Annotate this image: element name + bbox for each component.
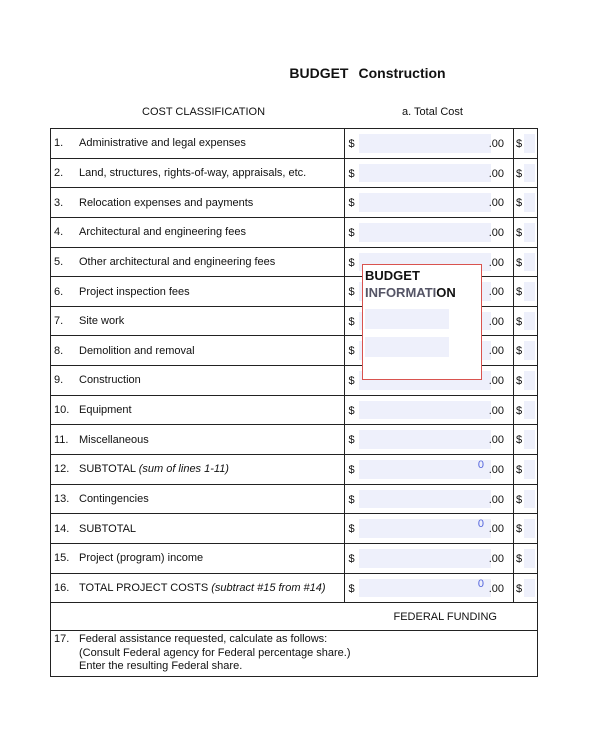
currency-symbol: $ xyxy=(348,345,355,358)
title-construction: Construction xyxy=(358,65,446,81)
extra-cost-input[interactable] xyxy=(524,341,535,360)
extra-cost-cell xyxy=(514,484,538,514)
extra-cost-input[interactable] xyxy=(524,549,535,568)
cents: .00 xyxy=(488,167,505,180)
row-label xyxy=(51,425,345,455)
row-text: Architectural and engineering fees xyxy=(79,226,246,239)
extra-cost-cell xyxy=(514,129,538,159)
row-note: (sum of lines 1-11) xyxy=(138,463,229,476)
total-cost-input[interactable] xyxy=(359,579,491,598)
total-cost-cell xyxy=(345,425,514,455)
currency-symbol: $ xyxy=(516,256,523,269)
popup-line2 xyxy=(365,284,479,301)
currency-symbol: $ xyxy=(516,552,523,565)
total-cost-input[interactable] xyxy=(359,460,491,479)
extra-cost-input[interactable] xyxy=(524,282,535,301)
extra-cost-cell xyxy=(514,277,538,307)
extra-cost-cell xyxy=(514,514,538,544)
cents: .00 xyxy=(488,552,505,565)
cents: .00 xyxy=(488,286,505,299)
currency-symbol: $ xyxy=(516,434,523,447)
cents: .00 xyxy=(488,138,505,150)
total-cost-header: a. Total Cost xyxy=(402,106,463,118)
row-note: (subtract #15 from #14) xyxy=(211,581,326,594)
total-cost-cell xyxy=(345,543,514,573)
table-row xyxy=(51,514,538,544)
amount-value: 0 xyxy=(477,577,485,590)
row-number: 15. xyxy=(54,552,70,565)
currency-symbol: $ xyxy=(516,493,523,506)
total-cost-cell xyxy=(345,217,514,247)
cents: .00 xyxy=(488,582,505,595)
cents: .00 xyxy=(488,315,505,328)
row-17-line2: (Consult Federal agency for Federal percentage share.) xyxy=(79,646,351,659)
currency-symbol: $ xyxy=(348,404,355,417)
row-text: Demolition and removal xyxy=(79,344,195,357)
currency-symbol: $ xyxy=(516,464,523,477)
cents: .00 xyxy=(488,197,505,210)
cents: .00 xyxy=(488,375,505,388)
extra-cost-cell xyxy=(514,395,538,425)
table-row xyxy=(51,425,538,455)
row-text: Land, structures, rights-of-way, appraisals, etc. xyxy=(79,166,307,179)
currency-symbol: $ xyxy=(516,523,523,536)
row-text: Project (program) income xyxy=(79,552,204,565)
popup-line1: BUDGET xyxy=(365,268,420,283)
row-number: 16. xyxy=(54,581,70,594)
table-row xyxy=(51,158,538,188)
cents: .00 xyxy=(488,404,505,417)
extra-cost-input[interactable] xyxy=(524,371,535,390)
extra-cost-input[interactable] xyxy=(524,401,535,420)
extra-cost-cell xyxy=(514,425,538,455)
extra-cost-cell xyxy=(514,217,538,247)
table-row xyxy=(51,129,538,159)
row-number: 7. xyxy=(54,315,64,328)
cents: .00 xyxy=(488,464,505,477)
federal-funding-label: FEDERAL FUNDING xyxy=(51,603,538,631)
currency-symbol: $ xyxy=(516,197,523,210)
row-text: SUBTOTAL xyxy=(79,522,137,535)
row-label xyxy=(51,306,345,336)
extra-cost-input[interactable] xyxy=(524,253,535,272)
popup-field[interactable] xyxy=(365,309,449,329)
row-text: Relocation expenses and payments xyxy=(79,196,254,209)
extra-cost-input[interactable] xyxy=(524,223,535,242)
total-cost-input[interactable] xyxy=(359,193,491,212)
row-label xyxy=(51,455,345,485)
row-text: Project inspection fees xyxy=(79,285,190,298)
currency-symbol: $ xyxy=(348,286,355,299)
total-cost-cell xyxy=(345,455,514,485)
row-17-cell xyxy=(51,631,538,677)
total-cost-input[interactable] xyxy=(359,519,491,538)
extra-cost-cell xyxy=(514,158,538,188)
extra-cost-input[interactable] xyxy=(524,312,535,331)
row-17-text: Federal assistance requested, calculate as follows: xyxy=(79,633,328,646)
total-cost-cell xyxy=(345,188,514,218)
row-label xyxy=(51,277,345,307)
federal-funding-row xyxy=(51,603,538,631)
currency-symbol: $ xyxy=(348,464,355,477)
row-number: 13. xyxy=(54,493,70,505)
row-label xyxy=(51,543,345,573)
cents: .00 xyxy=(488,434,505,447)
cents: .00 xyxy=(488,493,505,506)
currency-symbol: $ xyxy=(348,226,355,239)
currency-symbol: $ xyxy=(348,434,355,447)
row-number: 14. xyxy=(54,522,70,535)
table-row xyxy=(51,455,538,485)
table-row xyxy=(51,188,538,218)
extra-cost-input[interactable] xyxy=(524,134,535,153)
total-cost-input[interactable] xyxy=(359,549,491,568)
amount-value: 0 xyxy=(477,459,485,472)
total-cost-cell xyxy=(345,514,514,544)
row-text: Site work xyxy=(79,315,125,328)
row-number: 10. xyxy=(54,404,70,417)
row-text: Equipment xyxy=(79,404,132,417)
currency-symbol: $ xyxy=(516,167,523,180)
extra-cost-cell xyxy=(514,247,538,277)
total-cost-input[interactable] xyxy=(359,401,491,420)
row-label xyxy=(51,247,345,277)
currency-symbol: $ xyxy=(348,167,355,180)
currency-symbol: $ xyxy=(348,493,355,506)
row-text: Other architectural and engineering fees xyxy=(79,255,276,268)
table-row xyxy=(51,573,538,603)
row-17-line1 xyxy=(54,633,534,647)
total-cost-cell xyxy=(345,573,514,603)
currency-symbol: $ xyxy=(516,404,523,417)
row-number: 5. xyxy=(54,255,64,268)
extra-cost-cell xyxy=(514,336,538,366)
row-number: 4. xyxy=(54,226,64,239)
table-row xyxy=(51,395,538,425)
extra-cost-cell xyxy=(514,366,538,396)
extra-cost-input[interactable] xyxy=(524,519,535,538)
row-label xyxy=(51,395,345,425)
extra-cost-cell xyxy=(514,188,538,218)
table-row xyxy=(51,217,538,247)
row-number: 1. xyxy=(54,137,64,150)
row-17 xyxy=(51,631,538,677)
extra-cost-input[interactable] xyxy=(524,164,535,183)
row-number: 12. xyxy=(54,463,70,476)
currency-symbol: $ xyxy=(516,582,523,595)
currency-symbol: $ xyxy=(348,197,355,210)
row-label xyxy=(51,336,345,366)
currency-symbol: $ xyxy=(348,315,355,328)
currency-symbol: $ xyxy=(516,138,523,150)
currency-symbol: $ xyxy=(348,523,355,536)
currency-symbol: $ xyxy=(348,582,355,595)
budget-table xyxy=(50,128,538,677)
title-budget: BUDGET xyxy=(289,65,349,81)
cents: .00 xyxy=(488,256,505,269)
extra-cost-input[interactable] xyxy=(524,490,535,509)
row-number: 17. xyxy=(54,633,70,646)
extra-cost-cell xyxy=(514,543,538,573)
row-number: 6. xyxy=(54,285,64,298)
row-label xyxy=(51,129,345,159)
cents: .00 xyxy=(488,523,505,536)
row-text: SUBTOTAL xyxy=(79,463,139,476)
currency-symbol: $ xyxy=(348,138,355,150)
total-cost-input[interactable] xyxy=(359,134,491,153)
row-text: Administrative and legal expenses xyxy=(79,137,246,150)
popup-line2a: INFORMATI xyxy=(365,285,437,300)
row-label xyxy=(51,484,345,514)
extra-cost-cell xyxy=(514,573,538,603)
row-number: 8. xyxy=(54,344,64,357)
budget-information-popup xyxy=(362,264,482,380)
currency-symbol: $ xyxy=(516,286,523,299)
cost-classification-header: COST CLASSIFICATION xyxy=(142,106,266,118)
row-text: Miscellaneous xyxy=(79,433,149,446)
total-cost-cell xyxy=(345,484,514,514)
page-title xyxy=(0,65,600,81)
currency-symbol: $ xyxy=(348,552,355,565)
extra-cost-input[interactable] xyxy=(524,460,535,479)
currency-symbol: $ xyxy=(516,345,523,358)
row-number: 2. xyxy=(54,166,64,179)
row-label xyxy=(51,366,345,396)
currency-symbol: $ xyxy=(516,375,523,388)
currency-symbol: $ xyxy=(516,226,523,239)
row-text: TOTAL PROJECT COSTS xyxy=(79,581,212,594)
total-cost-cell xyxy=(345,395,514,425)
currency-symbol: $ xyxy=(516,315,523,328)
currency-symbol: $ xyxy=(348,375,355,388)
extra-cost-input[interactable] xyxy=(524,579,535,598)
extra-cost-cell xyxy=(514,306,538,336)
total-cost-input[interactable] xyxy=(359,164,491,183)
row-label xyxy=(51,573,345,603)
total-cost-input[interactable] xyxy=(359,490,491,509)
currency-symbol: $ xyxy=(348,256,355,269)
row-text: Construction xyxy=(79,374,141,387)
popup-field[interactable] xyxy=(365,337,449,357)
row-text: Contingencies xyxy=(79,493,149,505)
row-label xyxy=(51,188,345,218)
total-cost-input[interactable] xyxy=(359,430,491,449)
extra-cost-input[interactable] xyxy=(524,193,535,212)
amount-value: 0 xyxy=(477,518,485,531)
table-row xyxy=(51,543,538,573)
total-cost-input[interactable] xyxy=(359,223,491,242)
total-cost-cell xyxy=(345,129,514,159)
row-label xyxy=(51,158,345,188)
extra-cost-cell xyxy=(514,455,538,485)
row-number: 3. xyxy=(54,196,64,209)
row-number: 11. xyxy=(54,433,69,446)
row-17-line3: Enter the resulting Federal share. xyxy=(79,660,243,673)
row-number: 9. xyxy=(54,374,64,387)
table-row xyxy=(51,484,538,514)
row-label xyxy=(51,217,345,247)
row-label xyxy=(51,514,345,544)
popup-line2b: ON xyxy=(436,285,456,300)
cents: .00 xyxy=(488,345,505,358)
cents: .00 xyxy=(488,226,505,239)
extra-cost-input[interactable] xyxy=(524,430,535,449)
total-cost-cell xyxy=(345,158,514,188)
